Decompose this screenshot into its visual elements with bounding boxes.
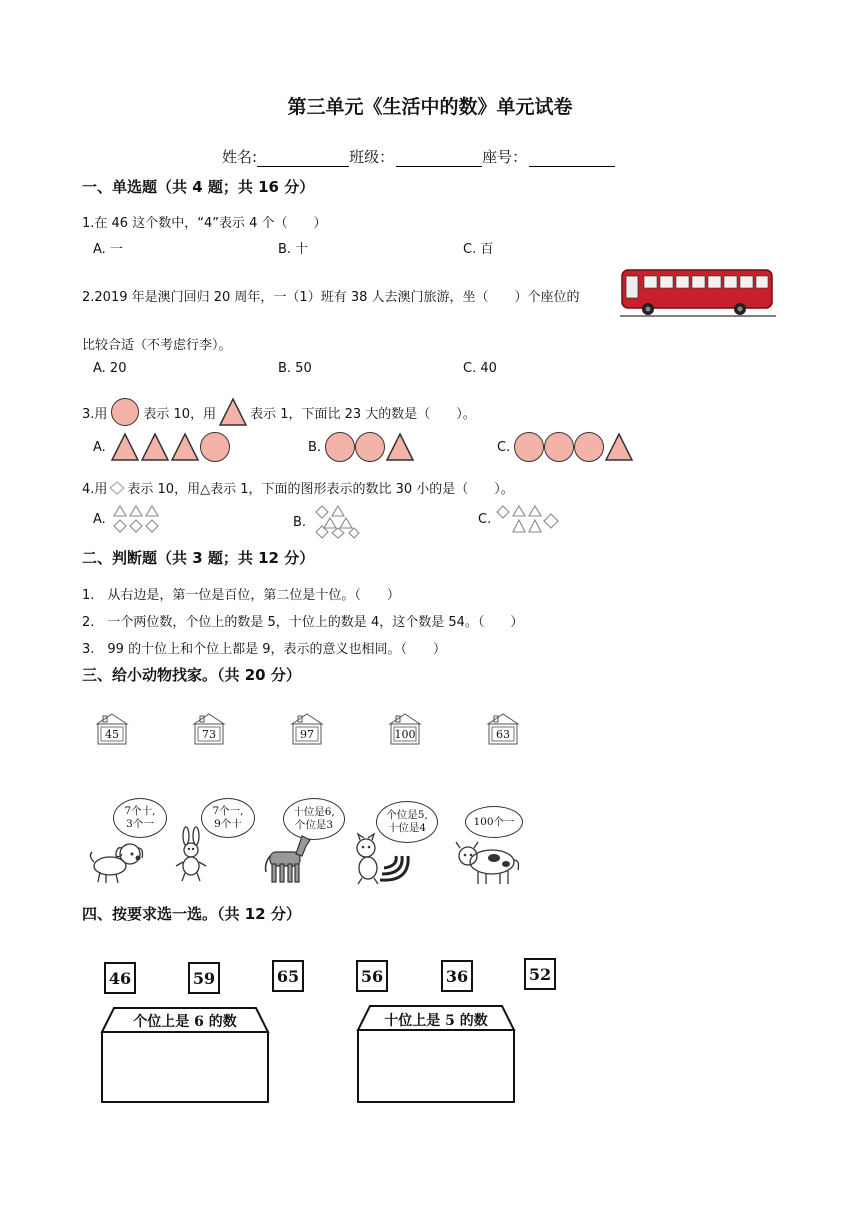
- circle-icon: [514, 432, 544, 462]
- house[interactable]: [486, 712, 520, 746]
- q4-option-c-shapes: [495, 504, 559, 534]
- q2-option-b[interactable]: B. 50: [278, 361, 312, 376]
- q3-option-b[interactable]: [308, 432, 415, 462]
- section-2-heading: 二、判断题（共 3 题；共 12 分）: [82, 549, 315, 567]
- q4-option-a-shapes: [110, 504, 160, 534]
- bin-ones-6[interactable]: [100, 1006, 270, 1108]
- q2-stem-line2: 比较合适（不考虑行李）。: [82, 338, 232, 353]
- circle-icon: [355, 432, 385, 462]
- bin-label: 十位上是 5 的数: [384, 1013, 488, 1029]
- triangle-icon: [604, 432, 634, 462]
- number-card[interactable]: 59: [188, 962, 220, 994]
- speech-bubble: 7个十, 3个一: [113, 798, 167, 838]
- q3-option-b-label: B.: [308, 439, 322, 455]
- number-card[interactable]: 65: [272, 960, 304, 992]
- seat-label: 座号：: [482, 148, 528, 166]
- q3-option-c[interactable]: [497, 432, 634, 462]
- house-number: 100: [394, 728, 416, 741]
- q1-option-b[interactable]: B. 十: [278, 242, 309, 257]
- q2-option-c[interactable]: C. 40: [463, 361, 497, 376]
- q4-option-a[interactable]: [93, 504, 160, 534]
- judge-item-3: 3. 99 的十位上和个位上都是 9，表示的意义也相同。（ ）: [82, 642, 446, 657]
- section-1-heading: 一、单选题（共 4 题；共 16 分）: [82, 178, 315, 196]
- q1-option-a[interactable]: A. 一: [93, 242, 123, 257]
- q3-stem: [82, 397, 476, 427]
- bin-label: 个位上是 6 的数: [133, 1014, 237, 1030]
- circle-icon: [200, 432, 230, 462]
- triangle-one-icon: [218, 397, 248, 427]
- house-number: 73: [202, 728, 216, 741]
- q4-option-b-shapes: [310, 504, 360, 540]
- bus-icon: [620, 266, 776, 320]
- q4-stem-part1: 4.用: [82, 482, 108, 497]
- class-blank[interactable]: [396, 150, 482, 167]
- name-blank[interactable]: [257, 150, 349, 167]
- number-card[interactable]: 56: [356, 960, 388, 992]
- house[interactable]: [192, 712, 226, 746]
- page-title: 第三单元《生活中的数》单元试卷: [287, 96, 573, 118]
- q4-stem-part2: 表示 10，用△表示 1，下面的图形表示的数比 30 小的是（ ）。: [127, 482, 514, 497]
- triangle-icon: [110, 432, 140, 462]
- diamond-ten-icon: [109, 481, 125, 495]
- q4-option-c-label: C.: [478, 511, 492, 527]
- dog-icon[interactable]: [88, 832, 150, 886]
- seat-blank[interactable]: [529, 150, 615, 167]
- house-number: 45: [105, 728, 119, 741]
- horse-icon[interactable]: [262, 830, 314, 886]
- q3-stem-part1: 3.用: [82, 406, 108, 422]
- squirrel-icon[interactable]: [350, 832, 416, 886]
- q2-option-a[interactable]: A. 20: [93, 361, 127, 376]
- house-number: 97: [300, 728, 314, 741]
- house[interactable]: [95, 712, 129, 746]
- q4-stem: [82, 478, 514, 497]
- student-info: [222, 146, 615, 167]
- speech-bubble: 100个一: [465, 806, 523, 838]
- judge-item-2: 2. 一个两位数，个位上的数是 5，十位上的数是 4，这个数是 54。（ ）: [82, 615, 524, 630]
- triangle-icon: [170, 432, 200, 462]
- q2-stem-line1: 2.2019 年是澳门回归 20 周年，一（1）班有 38 人去澳门旅游，坐（ ）个座位的: [82, 290, 580, 305]
- q3-option-a[interactable]: [93, 432, 230, 462]
- speech-bubble: 十位是6, 个位是3: [283, 798, 345, 840]
- q3-option-c-label: C.: [497, 439, 511, 455]
- number-card[interactable]: 36: [441, 960, 473, 992]
- speech-bubble: 7个一, 9个十: [201, 798, 255, 838]
- q4-option-a-label: A.: [93, 511, 106, 527]
- rabbit-icon[interactable]: [172, 826, 212, 884]
- bin-tens-5[interactable]: [356, 1004, 516, 1108]
- q3-stem-part3: 表示 1，下面比 23 大的数是（ ）。: [250, 406, 476, 422]
- q3-stem-part2: 表示 10，用: [143, 406, 217, 422]
- cow-icon[interactable]: [452, 838, 520, 888]
- q4-option-b-label: B.: [293, 514, 307, 530]
- circle-icon: [544, 432, 574, 462]
- section-4-heading: 四、按要求选一选。（共 12 分）: [82, 905, 301, 923]
- circle-icon: [574, 432, 604, 462]
- q1-option-c[interactable]: C. 百: [463, 242, 494, 257]
- number-card[interactable]: 46: [104, 962, 136, 994]
- number-card[interactable]: 52: [524, 958, 556, 990]
- circle-icon: [325, 432, 355, 462]
- house[interactable]: [290, 712, 324, 746]
- q3-option-a-label: A.: [93, 439, 106, 455]
- triangle-icon: [140, 432, 170, 462]
- q1-stem: 1.在 46 这个数中，“4”表示 4 个（ ）: [82, 216, 327, 231]
- class-label: 班级：: [349, 148, 395, 166]
- house-number: 63: [496, 728, 510, 741]
- section-3-heading: 三、给小动物找家。（共 20 分）: [82, 666, 301, 684]
- house[interactable]: [388, 712, 422, 746]
- circle-ten-icon: [111, 398, 139, 426]
- speech-bubble: 个位是5, 十位是4: [376, 801, 438, 843]
- q4-option-b[interactable]: [293, 504, 360, 540]
- judge-item-1: 1. 从右边是，第一位是百位，第二位是十位。（ ）: [82, 588, 400, 603]
- triangle-icon: [385, 432, 415, 462]
- q4-option-c[interactable]: [478, 504, 559, 534]
- name-label: 姓名:: [222, 148, 258, 166]
